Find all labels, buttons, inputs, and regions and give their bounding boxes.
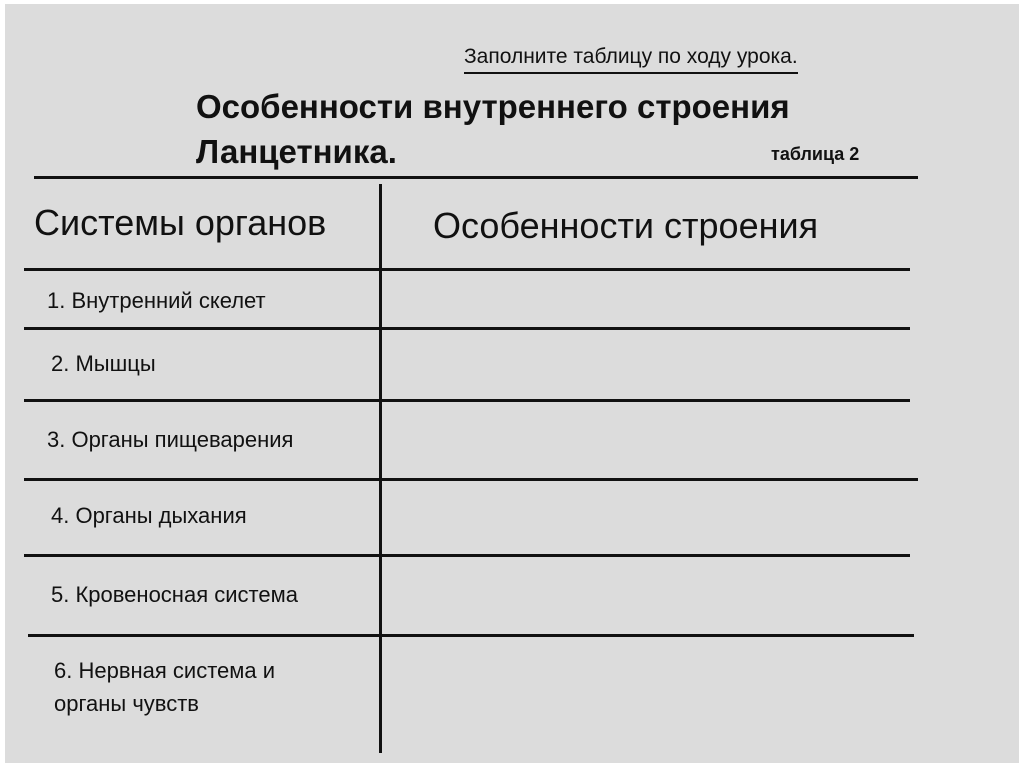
table-row-rule bbox=[24, 554, 910, 557]
answer-cell[interactable] bbox=[385, 272, 905, 325]
table-top-rule bbox=[34, 176, 918, 179]
table-header-rule bbox=[24, 268, 910, 271]
answer-cell[interactable] bbox=[385, 638, 905, 750]
table-number-label: таблица 2 bbox=[771, 144, 860, 164]
row-label-skeleton: 1. Внутренний скелет bbox=[47, 288, 266, 313]
table-row-rule bbox=[28, 634, 914, 637]
instruction-text: Заполните таблицу по ходу урока. bbox=[464, 44, 798, 74]
table-row-rule bbox=[24, 478, 918, 481]
row-label-circulatory: 5. Кровеносная система bbox=[51, 582, 298, 607]
page-title: Особенности внутреннего строения Ланцетника. bbox=[196, 88, 790, 170]
row-label-muscles: 2. Мышцы bbox=[51, 351, 156, 376]
row-label-respiration: 4. Органы дыхания bbox=[51, 503, 247, 528]
table-row-rule bbox=[24, 327, 910, 330]
answer-cell[interactable] bbox=[385, 482, 905, 552]
table-row-rule bbox=[24, 399, 910, 402]
answer-cell[interactable] bbox=[385, 331, 905, 397]
row-label-digestion: 3. Органы пищеварения bbox=[47, 427, 294, 452]
column-header-systems: Системы органов bbox=[34, 202, 327, 243]
row-label-nervous: 6. Нервная система и органы чувств bbox=[54, 658, 276, 716]
column-header-features: Особенности строения bbox=[433, 205, 819, 246]
answer-cell[interactable] bbox=[385, 558, 905, 632]
answer-cell[interactable] bbox=[385, 403, 905, 476]
